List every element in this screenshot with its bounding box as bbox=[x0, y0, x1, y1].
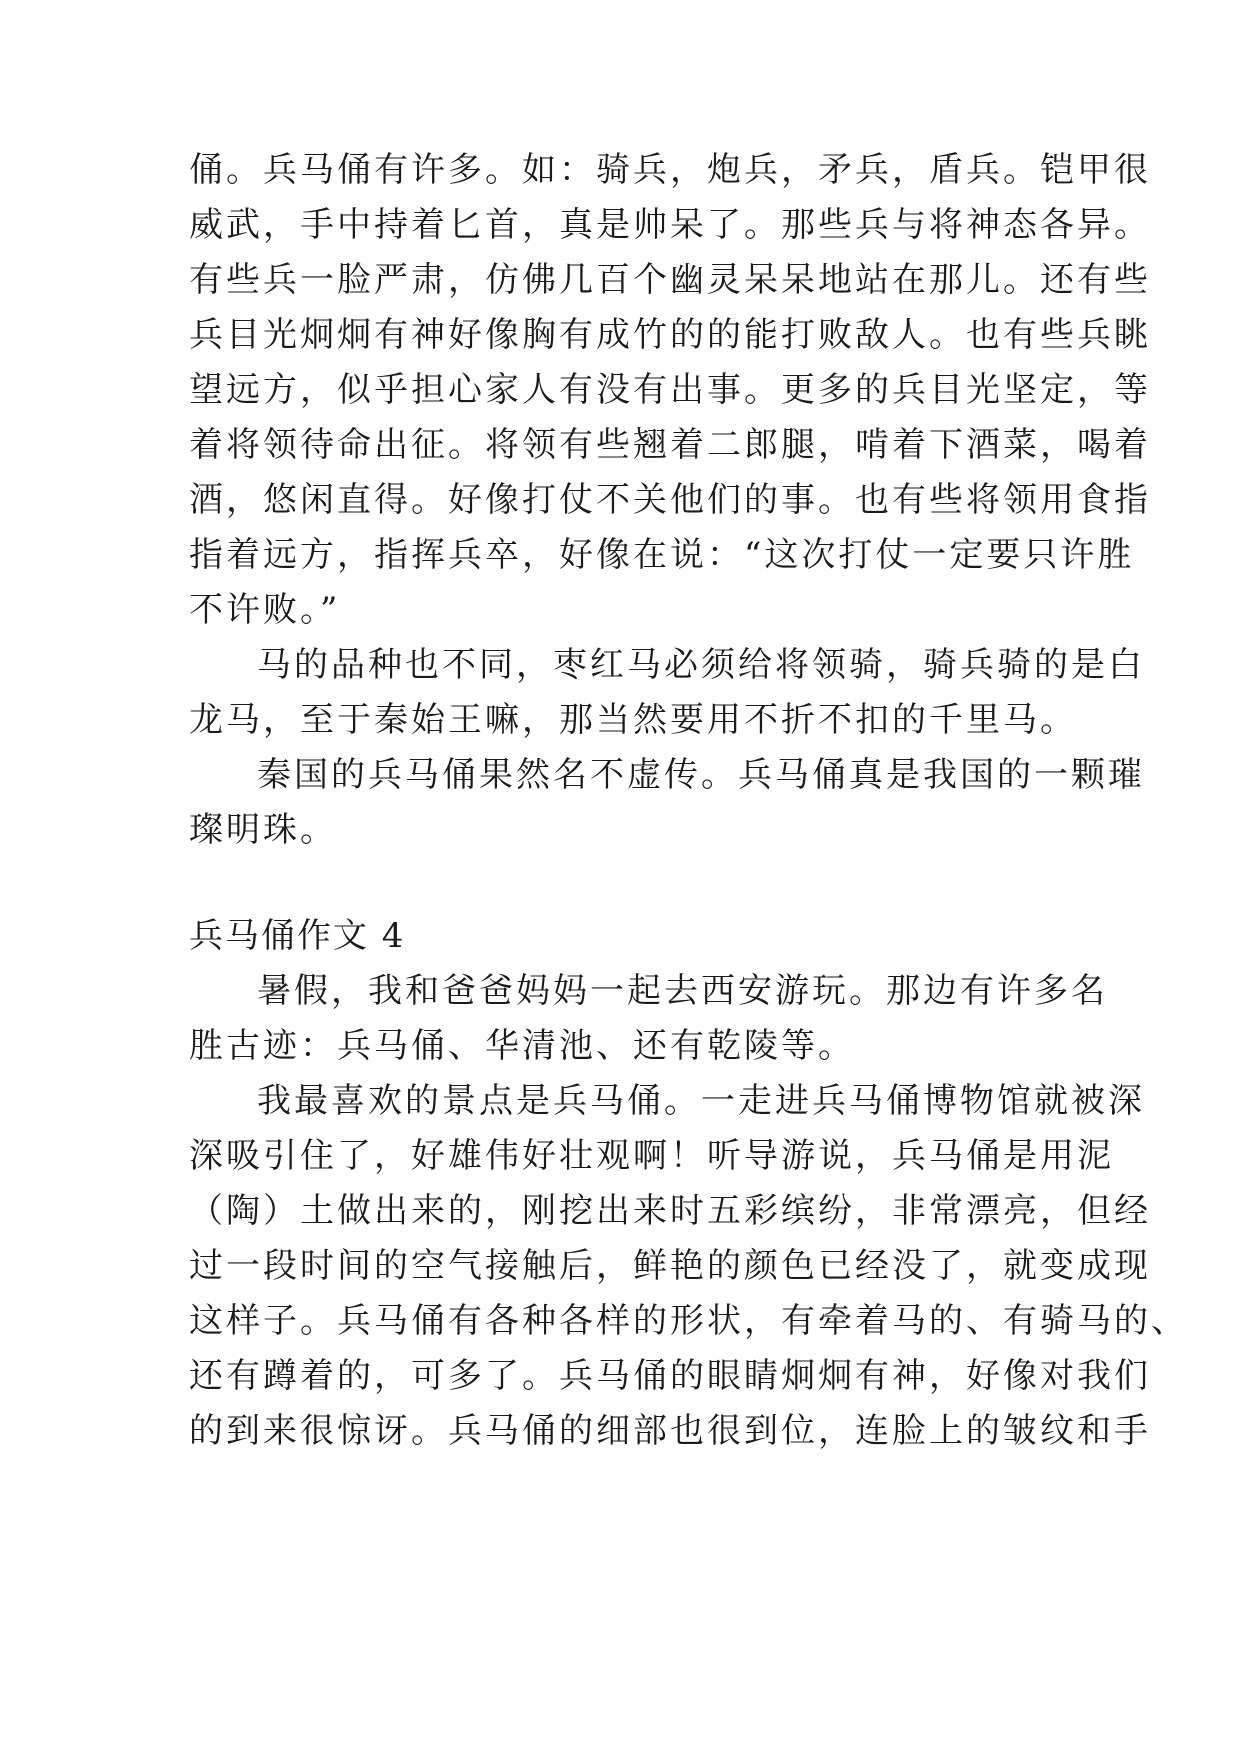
text-line: 暑假，我和爸爸妈妈一起去西安游玩。那边有许多名 bbox=[257, 971, 1108, 1011]
text-line: 胜古迹：兵马俑、华清池、还有乾陵等。 bbox=[189, 1026, 855, 1066]
text-line: 深吸引住了，好雄伟好壮观啊！听导游说，兵马俑是用泥 bbox=[189, 1136, 1114, 1176]
text-line: （陶）土做出来的，刚挖出来时五彩缤纷，非常漂亮，但经 bbox=[189, 1191, 1151, 1231]
text-line: 的到来很惊讶。兵马俑的细部也很到位，连脸上的皱纹和手 bbox=[189, 1411, 1151, 1451]
text-line: 龙马，至于秦始王嘛，那当然要用不折不扣的千里马。 bbox=[189, 700, 1077, 740]
text-line: 有些兵一脸严肃，仿佛几百个幽灵呆呆地站在那儿。还有些 bbox=[189, 260, 1151, 300]
text-line: 着将领待命出征。将领有些翘着二郎腿，啃着下酒菜，喝着 bbox=[189, 425, 1151, 465]
text-line: 马的品种也不同，枣红马必须给将领骑，骑兵骑的是白 bbox=[257, 645, 1145, 685]
text-line: 指着远方，指挥兵卒，好像在说：“这次打仗一定要只许胜 bbox=[189, 535, 1135, 575]
text-line: 望远方，似乎担心家人有没有出事。更多的兵目光坚定，等 bbox=[189, 370, 1151, 410]
text-line: 威武，手中持着匕首，真是帅呆了。那些兵与将神态各异。 bbox=[189, 205, 1151, 245]
text-line: 不许败。” bbox=[189, 590, 341, 630]
text-line: 秦国的兵马俑果然名不虚传。兵马俑真是我国的一颗璀 bbox=[257, 755, 1145, 795]
text-line: 我最喜欢的景点是兵马俑。一走进兵马俑博物馆就被深 bbox=[257, 1081, 1145, 1121]
section-heading: 兵马俑作文 4 bbox=[189, 916, 406, 956]
text-line: 俑。兵马俑有许多。如：骑兵，炮兵，矛兵，盾兵。铠甲很 bbox=[189, 150, 1151, 190]
text-line: 过一段时间的空气接触后，鲜艳的颜色已经没了，就变成现 bbox=[189, 1246, 1151, 1286]
text-line: 这样子。兵马俑有各种各样的形状，有牵着马的、有骑马的、 bbox=[189, 1301, 1188, 1341]
text-line: 璨明珠。 bbox=[189, 810, 337, 850]
text-line: 兵目光炯炯有神好像胸有成竹的的能打败敌人。也有些兵眺 bbox=[189, 315, 1151, 355]
text-line: 还有蹲着的，可多了。兵马俑的眼睛炯炯有神，好像对我们 bbox=[189, 1356, 1151, 1396]
text-line: 酒，悠闲直得。好像打仗不关他们的事。也有些将领用食指 bbox=[189, 480, 1151, 520]
